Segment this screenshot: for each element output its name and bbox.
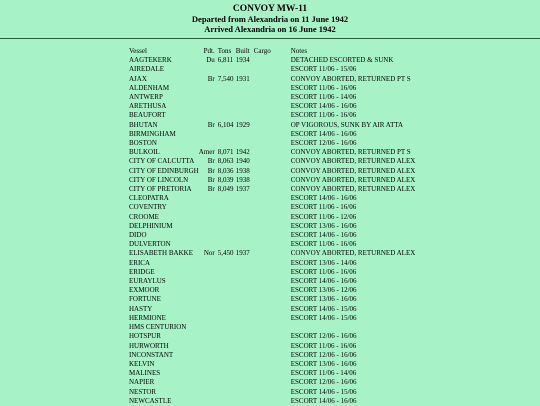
vessel-cargo bbox=[254, 295, 291, 304]
vessel-tons bbox=[218, 277, 236, 286]
vessel-name: FORTUNE bbox=[129, 295, 161, 304]
vessel-flag bbox=[199, 93, 218, 102]
vessel-built bbox=[236, 93, 254, 102]
table-row bbox=[129, 203, 415, 212]
vessel-cargo bbox=[254, 351, 291, 360]
vessel-cargo bbox=[254, 240, 291, 249]
vessel-flag bbox=[199, 231, 218, 240]
vessel-name: BULKOIL bbox=[129, 148, 160, 157]
vessel-tons bbox=[218, 388, 236, 397]
vessel-tons bbox=[218, 360, 236, 369]
vessel-name: AJAX bbox=[129, 74, 147, 83]
vessel-notes: ESCORT 14/06 - 15/06 bbox=[290, 304, 357, 313]
vessel-cargo bbox=[254, 65, 291, 74]
vessel-tons bbox=[218, 323, 236, 332]
table-row bbox=[129, 139, 415, 148]
vessel-cargo bbox=[254, 388, 291, 397]
vessel-flag: Br bbox=[207, 157, 215, 166]
vessel-tons bbox=[218, 102, 236, 111]
table-row bbox=[129, 93, 415, 102]
vessel-built bbox=[236, 102, 254, 111]
vessel-built bbox=[236, 203, 254, 212]
vessel-cargo bbox=[254, 157, 291, 166]
vessel-flag: Br bbox=[207, 166, 215, 175]
vessel-notes: ESCORT 14/06 - 16/06 bbox=[290, 231, 357, 240]
vessel-name: NAPIER bbox=[129, 378, 155, 387]
vessel-name: ELISABETH BAKKE bbox=[129, 249, 193, 258]
vessel-name: AIREDALE bbox=[129, 65, 164, 74]
table-row bbox=[129, 240, 415, 249]
vessel-notes: CONVOY ABORTED, RETURNED ALEX bbox=[290, 166, 416, 175]
table-row bbox=[129, 378, 415, 387]
table-row bbox=[129, 148, 415, 157]
vessel-flag bbox=[199, 203, 218, 212]
vessel-notes: CONVOY ABORTED, RETURNED ALEX bbox=[290, 175, 416, 184]
vessel-cargo bbox=[254, 75, 291, 84]
vessel-built bbox=[236, 240, 254, 249]
vessel-tons bbox=[218, 84, 236, 93]
vessel-notes: ESCORT 14/06 - 15/06 bbox=[290, 387, 357, 396]
vessel-flag: Amer bbox=[198, 148, 215, 157]
vessel-flag: Br bbox=[207, 175, 215, 184]
vessel-tons bbox=[218, 93, 236, 102]
vessel-cargo bbox=[254, 56, 291, 65]
vessel-flag bbox=[199, 295, 218, 304]
vessel-notes: ESCORT 14/06 - 16/06 bbox=[290, 194, 357, 203]
vessel-built bbox=[236, 351, 254, 360]
vessel-tons: 8,039 bbox=[217, 175, 234, 184]
vessel-name: BOSTON bbox=[129, 139, 157, 148]
vessel-flag bbox=[199, 130, 218, 139]
vessel-built bbox=[236, 314, 254, 323]
vessel-name: NEWCASTLE bbox=[129, 396, 172, 405]
vessel-notes: ESCORT 13/06 - 12/06 bbox=[290, 286, 357, 295]
vessel-cargo bbox=[254, 268, 291, 277]
table-row bbox=[129, 286, 415, 295]
header-divider bbox=[0, 38, 540, 39]
vessel-built: 1931 bbox=[235, 74, 250, 83]
vessel-built bbox=[236, 139, 254, 148]
vessel-notes: CONVOY ABORTED, RETURNED PT S bbox=[290, 148, 411, 157]
vessel-cargo bbox=[254, 130, 291, 139]
col-pdt: Pdt. bbox=[203, 47, 215, 55]
table-row bbox=[129, 185, 415, 194]
vessel-tons: 8,036 bbox=[217, 166, 234, 175]
vessel-tons bbox=[218, 194, 236, 203]
vessel-flag bbox=[199, 342, 218, 351]
vessel-name: BIRMINGHAM bbox=[129, 129, 176, 138]
vessel-tons: 8,071 bbox=[217, 148, 234, 157]
vessel-cargo bbox=[254, 378, 291, 387]
vessel-tons: 6,104 bbox=[217, 120, 234, 129]
vessel-notes: ESCORT 13/06 - 16/06 bbox=[290, 359, 357, 368]
table-row bbox=[129, 111, 415, 120]
table-row bbox=[129, 130, 415, 139]
vessel-notes: CONVOY ABORTED, RETURNED ALEX bbox=[290, 185, 416, 194]
vessel-cargo bbox=[254, 314, 291, 323]
vessel-cargo bbox=[254, 185, 291, 194]
vessel-flag bbox=[199, 84, 218, 93]
table-row bbox=[129, 194, 415, 203]
vessel-name: DIDO bbox=[129, 231, 147, 240]
vessel-flag bbox=[199, 286, 218, 295]
vessel-notes: ESCORT 11/06 - 16/06 bbox=[290, 111, 357, 120]
vessel-built: 1938 bbox=[235, 175, 250, 184]
arrived-line: Arrived Alexandria on 16 June 1942 bbox=[204, 24, 336, 34]
vessel-tons bbox=[218, 65, 236, 74]
vessel-name: ARETHUSA bbox=[129, 102, 167, 111]
vessel-name: HURWORTH bbox=[129, 341, 169, 350]
vessel-notes: ESCORT 11/06 - 14/06 bbox=[290, 369, 357, 378]
table-row bbox=[129, 369, 415, 378]
vessel-table bbox=[129, 47, 415, 406]
vessel-tons bbox=[218, 240, 236, 249]
table-row bbox=[129, 65, 415, 74]
vessel-cargo bbox=[254, 342, 291, 351]
vessel-built bbox=[236, 194, 254, 203]
table-row bbox=[129, 213, 415, 222]
vessel-cargo bbox=[254, 249, 291, 258]
vessel-notes: ESCORT 14/06 - 16/06 bbox=[290, 396, 357, 405]
col-cargo: Cargo bbox=[253, 47, 271, 55]
vessel-built: 1938 bbox=[235, 166, 250, 175]
vessel-name: CITY OF PRETORIA bbox=[129, 185, 192, 194]
table-row bbox=[129, 295, 415, 304]
vessel-tons bbox=[218, 305, 236, 314]
table-row bbox=[129, 277, 415, 286]
vessel-name: HOTSPUR bbox=[129, 332, 161, 341]
vessel-flag bbox=[199, 369, 218, 378]
vessel-built bbox=[236, 323, 254, 332]
vessel-flag bbox=[199, 139, 218, 148]
vessel-flag bbox=[199, 378, 218, 387]
vessel-notes: CONVOY ABORTED, RETURNED PT S bbox=[290, 74, 411, 83]
vessel-name: EURAYLUS bbox=[129, 277, 166, 286]
vessel-flag bbox=[199, 323, 218, 332]
table-row bbox=[129, 259, 415, 268]
vessel-cargo bbox=[254, 369, 291, 378]
table-row bbox=[129, 332, 415, 341]
vessel-name: HMS CENTURION bbox=[129, 323, 187, 332]
vessel-flag bbox=[199, 305, 218, 314]
vessel-tons bbox=[218, 139, 236, 148]
table-row bbox=[129, 351, 415, 360]
vessel-tons bbox=[218, 369, 236, 378]
vessel-flag bbox=[199, 222, 218, 231]
vessel-flag bbox=[199, 65, 218, 74]
vessel-flag: Br bbox=[207, 185, 215, 194]
vessel-flag bbox=[199, 259, 218, 268]
vessel-flag bbox=[199, 360, 218, 369]
vessel-cargo bbox=[254, 231, 291, 240]
vessel-built bbox=[236, 259, 254, 268]
vessel-notes: ESCORT 13/06 - 14/06 bbox=[290, 258, 357, 267]
vessel-tons bbox=[218, 203, 236, 212]
page-title: CONVOY MW-11 bbox=[232, 4, 308, 14]
vessel-flag bbox=[199, 314, 218, 323]
vessel-flag: Br bbox=[207, 74, 215, 83]
vessel-flag bbox=[199, 268, 218, 277]
vessel-cargo bbox=[254, 84, 291, 93]
vessel-built bbox=[236, 378, 254, 387]
vessel-tons bbox=[218, 111, 236, 120]
vessel-cargo bbox=[254, 323, 291, 332]
vessel-tons bbox=[218, 268, 236, 277]
vessel-name: EXMOOR bbox=[129, 286, 160, 295]
table-row bbox=[129, 157, 415, 166]
vessel-built bbox=[236, 286, 254, 295]
vessel-built: 1934 bbox=[235, 56, 250, 65]
vessel-built bbox=[236, 295, 254, 304]
vessel-notes: CONVOY ABORTED, RETURNED ALEX bbox=[290, 157, 416, 166]
vessel-built bbox=[236, 231, 254, 240]
table-row bbox=[129, 231, 415, 240]
vessel-notes bbox=[291, 323, 416, 332]
vessel-name: AAGTEKERK bbox=[129, 56, 172, 65]
vessel-built bbox=[236, 268, 254, 277]
vessel-cargo bbox=[254, 203, 291, 212]
col-notes: Notes bbox=[290, 47, 308, 55]
vessel-notes: ESCORT 11/06 - 15/06 bbox=[290, 65, 357, 74]
table-header-row bbox=[129, 47, 415, 56]
vessel-cargo bbox=[254, 305, 291, 314]
table-row bbox=[129, 75, 415, 84]
table-row bbox=[129, 222, 415, 231]
vessel-notes: ESCORT 11/06 - 16/06 bbox=[290, 341, 357, 350]
vessel-tons bbox=[218, 259, 236, 268]
vessel-name: CLEOPATRA bbox=[129, 194, 169, 203]
vessel-notes: ESCORT 11/06 - 12/06 bbox=[290, 212, 357, 221]
vessel-flag: Br bbox=[207, 120, 215, 129]
vessel-tons bbox=[218, 332, 236, 341]
vessel-cargo bbox=[254, 360, 291, 369]
vessel-tons: 8,049 bbox=[217, 185, 234, 194]
vessel-notes: ESCORT 11/06 - 16/06 bbox=[290, 240, 357, 249]
vessel-notes: ESCORT 12/06 - 16/06 bbox=[290, 139, 357, 148]
vessel-cargo bbox=[254, 167, 291, 176]
vessel-built bbox=[236, 277, 254, 286]
vessel-built bbox=[236, 222, 254, 231]
vessel-name: CROOME bbox=[129, 212, 159, 221]
vessel-built: 1940 bbox=[235, 157, 250, 166]
vessel-cargo bbox=[254, 194, 291, 203]
vessel-flag bbox=[199, 213, 218, 222]
table-row bbox=[129, 84, 415, 93]
vessel-cargo bbox=[254, 277, 291, 286]
table-row bbox=[129, 249, 415, 258]
table-row bbox=[129, 176, 415, 185]
vessel-cargo bbox=[254, 332, 291, 341]
vessel-tons: 6,811 bbox=[217, 56, 234, 65]
vessel-notes: ESCORT 12/06 - 16/06 bbox=[290, 332, 357, 341]
convoy-header bbox=[0, 0, 540, 34]
vessel-built: 1937 bbox=[235, 185, 250, 194]
vessel-built bbox=[236, 332, 254, 341]
vessel-notes: ESCORT 12/06 - 16/06 bbox=[290, 378, 357, 387]
vessel-notes: ESCORT 11/06 - 14/06 bbox=[290, 93, 357, 102]
vessel-cargo bbox=[254, 259, 291, 268]
vessel-built bbox=[236, 360, 254, 369]
table-row bbox=[129, 360, 415, 369]
vessel-name: ALDENHAM bbox=[129, 83, 170, 92]
vessel-cargo bbox=[254, 176, 291, 185]
vessel-cargo bbox=[254, 148, 291, 157]
vessel-tons bbox=[218, 342, 236, 351]
vessel-flag bbox=[199, 388, 218, 397]
vessel-cargo bbox=[254, 121, 291, 130]
vessel-notes: ESCORT 11/06 - 16/06 bbox=[290, 267, 357, 276]
col-built: Built bbox=[235, 47, 250, 55]
vessel-cargo bbox=[254, 286, 291, 295]
table-row bbox=[129, 102, 415, 111]
vessel-cargo bbox=[254, 102, 291, 111]
vessel-name: KELVIN bbox=[129, 359, 155, 368]
vessel-tons bbox=[218, 286, 236, 295]
vessel-name: DULVERTON bbox=[129, 240, 171, 249]
vessel-built bbox=[236, 111, 254, 120]
vessel-tons bbox=[218, 314, 236, 323]
vessel-built bbox=[236, 84, 254, 93]
vessel-name: BHUTAN bbox=[129, 120, 158, 129]
vessel-built bbox=[236, 342, 254, 351]
vessel-name: COVENTRY bbox=[129, 203, 167, 212]
vessel-flag: Du bbox=[206, 56, 215, 65]
vessel-built bbox=[236, 65, 254, 74]
vessel-notes: DETACHED ESCORTED & SUNK bbox=[290, 56, 394, 65]
vessel-built bbox=[236, 213, 254, 222]
table-row bbox=[129, 167, 415, 176]
vessel-name: NESTOR bbox=[129, 387, 157, 396]
vessel-notes: OP VIGOROUS, SUNK BY AIR ATTA bbox=[290, 120, 404, 129]
vessel-notes: ESCORT 14/06 - 16/06 bbox=[290, 277, 357, 286]
vessel-name: INCONSTANT bbox=[129, 350, 174, 359]
vessel-tons bbox=[218, 213, 236, 222]
table-row bbox=[129, 268, 415, 277]
vessel-notes: ESCORT 11/06 - 16/06 bbox=[290, 83, 357, 92]
vessel-name: HASTY bbox=[129, 304, 153, 313]
vessel-name: CITY OF CALCUTTA bbox=[129, 157, 195, 166]
vessel-cargo bbox=[254, 213, 291, 222]
vessel-tons: 7,540 bbox=[217, 74, 234, 83]
table-row bbox=[129, 323, 415, 332]
vessel-notes: ESCORT 14/06 - 15/06 bbox=[290, 313, 357, 322]
vessel-tons: 5,450 bbox=[217, 249, 234, 258]
vessel-cargo bbox=[254, 222, 291, 231]
vessel-name: CITY OF EDINBURGH bbox=[129, 166, 199, 175]
table-row bbox=[129, 121, 415, 130]
vessel-tons bbox=[218, 222, 236, 231]
vessel-name: CITY OF LINCOLN bbox=[129, 175, 189, 184]
vessel-flag bbox=[199, 102, 218, 111]
vessel-tons bbox=[218, 295, 236, 304]
vessel-built bbox=[236, 388, 254, 397]
vessel-name: BEAUFORT bbox=[129, 111, 166, 120]
vessel-cargo bbox=[254, 111, 291, 120]
vessel-built bbox=[236, 305, 254, 314]
vessel-flag bbox=[199, 332, 218, 341]
vessel-built: 1937 bbox=[235, 249, 250, 258]
vessel-flag bbox=[199, 194, 218, 203]
vessel-cargo bbox=[254, 93, 291, 102]
vessel-tons bbox=[218, 231, 236, 240]
vessel-notes: ESCORT 14/06 - 16/06 bbox=[290, 129, 357, 138]
vessel-built bbox=[236, 130, 254, 139]
col-tons: Tons bbox=[217, 47, 232, 55]
vessel-name: ANTWERP bbox=[129, 93, 163, 102]
vessel-built: 1942 bbox=[235, 148, 250, 157]
vessel-name: ERICA bbox=[129, 258, 150, 267]
vessel-notes: ESCORT 11/06 - 16/06 bbox=[290, 203, 357, 212]
vessel-notes: ESCORT 13/06 - 16/06 bbox=[290, 295, 357, 304]
vessel-flag bbox=[199, 351, 218, 360]
vessel-name: MALINES bbox=[129, 369, 161, 378]
vessel-notes: ESCORT 13/06 - 16/06 bbox=[290, 221, 357, 230]
table-row bbox=[129, 305, 415, 314]
table-row bbox=[129, 388, 415, 397]
departed-line: Departed from Alexandria on 11 June 1942 bbox=[191, 14, 349, 24]
vessel-flag bbox=[199, 240, 218, 249]
vessel-flag bbox=[199, 277, 218, 286]
vessel-tons: 8,063 bbox=[217, 157, 234, 166]
vessel-tons bbox=[218, 378, 236, 387]
vessel-built: 1929 bbox=[235, 120, 250, 129]
vessel-notes: ESCORT 14/06 - 16/06 bbox=[290, 102, 357, 111]
vessel-flag bbox=[199, 111, 218, 120]
vessel-tons bbox=[218, 351, 236, 360]
table-row bbox=[129, 314, 415, 323]
vessel-name: HERMIONE bbox=[129, 313, 166, 322]
table-row bbox=[129, 342, 415, 351]
vessel-name: DELPHINIUM bbox=[129, 221, 173, 230]
vessel-cargo bbox=[254, 139, 291, 148]
vessel-name: ERIDGE bbox=[129, 267, 155, 276]
vessel-notes: ESCORT 12/06 - 16/06 bbox=[290, 350, 357, 359]
col-vessel: Vessel bbox=[129, 47, 147, 55]
vessel-flag: Nor bbox=[203, 249, 215, 258]
vessel-notes: CONVOY ABORTED, RETURNED ALEX bbox=[290, 249, 416, 258]
table-row bbox=[129, 56, 415, 65]
vessel-built bbox=[236, 369, 254, 378]
vessel-tons bbox=[218, 130, 236, 139]
